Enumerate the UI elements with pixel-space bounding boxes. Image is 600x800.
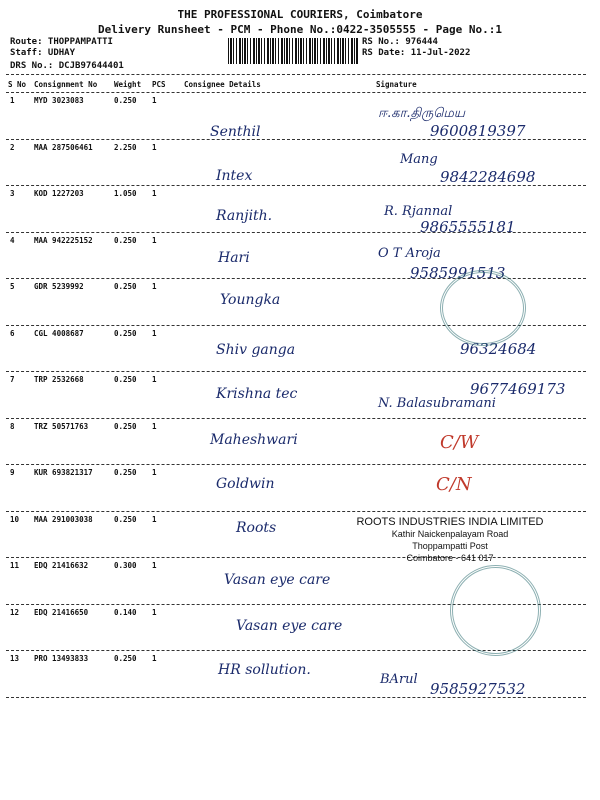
consignee-handwritten: Intex: [216, 168, 253, 184]
signature-name: BArul: [380, 672, 418, 687]
signature-name: N. Balasubramani: [378, 396, 496, 411]
stamp-vasan-1: [440, 270, 526, 346]
rs-number: RS No.: 976444: [362, 37, 438, 47]
row-divider: [6, 418, 586, 419]
consignee-handwritten: Goldwin: [216, 476, 275, 492]
signature-phone: 9600819397: [430, 122, 526, 140]
row-pcs: 1: [152, 375, 157, 384]
row-sno: 5: [10, 282, 15, 291]
consignee-handwritten: Senthil: [210, 124, 261, 140]
row-sno: 12: [10, 607, 20, 617]
row-consignment-no: MYD 3023083: [34, 96, 84, 105]
signature-phone: 9585991513: [410, 264, 506, 282]
row-pcs: 1: [152, 96, 157, 105]
consignee-handwritten: Ranjith.: [216, 208, 273, 224]
row-sno: 9: [10, 468, 15, 477]
consignee-handwritten: HR sollution.: [218, 662, 311, 678]
signature-name: O T Aroja: [378, 246, 441, 261]
row-consignment-no: GDR 5239992: [34, 282, 84, 291]
col-weight: Weight: [114, 80, 142, 89]
signature-name: ஈ.கா.திருமெய: [378, 106, 465, 121]
stamp-vasan-2: [450, 565, 541, 656]
row-sno: 11: [10, 561, 20, 570]
drs-number: DRS No.: DCJB97644401: [10, 61, 124, 71]
row-weight: 0.250: [114, 375, 137, 384]
row-divider: [6, 464, 586, 465]
row-consignment-no: TRP 2532668: [34, 375, 84, 384]
route-label: Route: THOPPAMPATTI: [10, 37, 113, 47]
row-consignment-no: MAA 287506461: [34, 142, 93, 152]
row-sno: 8: [10, 421, 15, 431]
row-pcs: 1: [152, 189, 157, 198]
divider: [6, 74, 586, 75]
row-sno: 6: [10, 328, 15, 338]
row-consignment-no: KUR 693821317: [34, 468, 93, 477]
row-sno: 1: [10, 96, 15, 105]
consignee-handwritten: Krishna tec: [216, 386, 298, 402]
signature-phone: 9842284698: [440, 168, 536, 186]
col-sno: S No: [8, 80, 27, 89]
consignee-handwritten: Vasan eye care: [224, 572, 331, 588]
page-title: THE PROFESSIONAL COURIERS, Coimbatore: [177, 8, 423, 21]
row-weight: 0.250: [114, 282, 137, 291]
row-divider: [6, 511, 586, 512]
row-divider: [6, 371, 586, 372]
signature-phone: 9677469173: [470, 380, 566, 398]
row-pcs: 1: [152, 142, 157, 152]
row-weight: 0.250: [114, 468, 137, 477]
barcode: [228, 38, 358, 64]
consignee-handwritten: Hari: [218, 250, 250, 266]
staff-label: Staff: UDHAY: [10, 48, 76, 58]
row-pcs: 1: [152, 421, 157, 431]
rs-date: RS Date: 11-Jul-2022: [362, 48, 471, 58]
row-pcs: 1: [152, 468, 157, 477]
row-consignment-no: MAA 942225152: [34, 235, 93, 245]
signature-name: Mang: [400, 152, 438, 167]
row-consignment-no: CGL 4008687: [34, 328, 84, 338]
row-pcs: 1: [152, 282, 157, 291]
table-row: [0, 468, 600, 514]
consignee-handwritten: Maheshwari: [210, 432, 298, 448]
row-weight: 0.250: [114, 421, 137, 431]
row-weight: 0.250: [114, 654, 137, 663]
row-sno: 10: [10, 514, 20, 524]
row-weight: 0.250: [114, 235, 137, 245]
row-consignment-no: EDQ 21416632: [34, 561, 89, 570]
stamp-line-4: Coimbatore - 641 017: [406, 553, 494, 563]
row-pcs: 1: [152, 561, 157, 570]
stamp-line-3: Thoppampatti Post: [412, 541, 488, 551]
col-consignee: Consignee Details: [184, 80, 261, 89]
row-pcs: 1: [152, 235, 157, 245]
row-pcs: 1: [152, 654, 157, 663]
roots-company-stamp: [330, 516, 570, 564]
row-sno: 2: [10, 142, 15, 152]
col-signature: Signature: [376, 80, 417, 89]
signature-phone: 9865555181: [420, 218, 516, 236]
row-pcs: 1: [152, 514, 157, 524]
row-consignment-no: EDQ 21416650: [34, 607, 89, 617]
signature-phone: 96324684: [460, 340, 537, 358]
row-consignment-no: KOD 1227203: [34, 189, 84, 198]
row-sno: 4: [10, 235, 15, 245]
row-sno: 7: [10, 375, 15, 384]
row-weight: 1.050: [114, 189, 137, 198]
row-consignment-no: MAA 291003038: [34, 514, 93, 524]
table-row: [0, 422, 600, 468]
consignee-handwritten: Youngka: [220, 292, 281, 308]
divider: [6, 92, 586, 93]
row-weight: 0.140: [114, 607, 137, 617]
signature-phone: 9585927532: [430, 680, 526, 698]
row-weight: 0.250: [114, 328, 137, 338]
col-consignment: Consignment No: [34, 80, 98, 89]
row-sno: 13: [10, 654, 20, 663]
col-pcs: PCS: [152, 80, 166, 89]
stamp-line-2: Kathir Naickenpalayam Road: [391, 529, 509, 539]
consignee-handwritten: Vasan eye care: [236, 618, 343, 634]
row-weight: 0.250: [114, 514, 137, 524]
row-weight: 0.250: [114, 96, 137, 105]
row-consignment-no: PRO 13493833: [34, 654, 89, 663]
row-pcs: 1: [152, 328, 157, 338]
table-row: [0, 236, 600, 282]
signature-name: R. Rjannal: [384, 204, 453, 219]
page-subtitle: Delivery Runsheet - PCM - Phone No.:0422-3505555 - Page No.:1: [98, 23, 502, 36]
row-pcs: 1: [152, 607, 157, 617]
row-weight: 2.250: [114, 142, 137, 152]
row-sno: 3: [10, 189, 15, 198]
consignee-handwritten: Roots: [236, 520, 277, 536]
stamp-line-1: ROOTS INDUSTRIES INDIA LIMITED: [356, 516, 544, 528]
row-consignment-no: TRZ 50571763: [34, 421, 89, 431]
row-weight: 0.300: [114, 561, 137, 570]
delivery-status-mark: C/N: [436, 474, 472, 495]
delivery-status-mark: C/W: [440, 432, 479, 453]
consignee-handwritten: Shiv ganga: [216, 342, 296, 358]
